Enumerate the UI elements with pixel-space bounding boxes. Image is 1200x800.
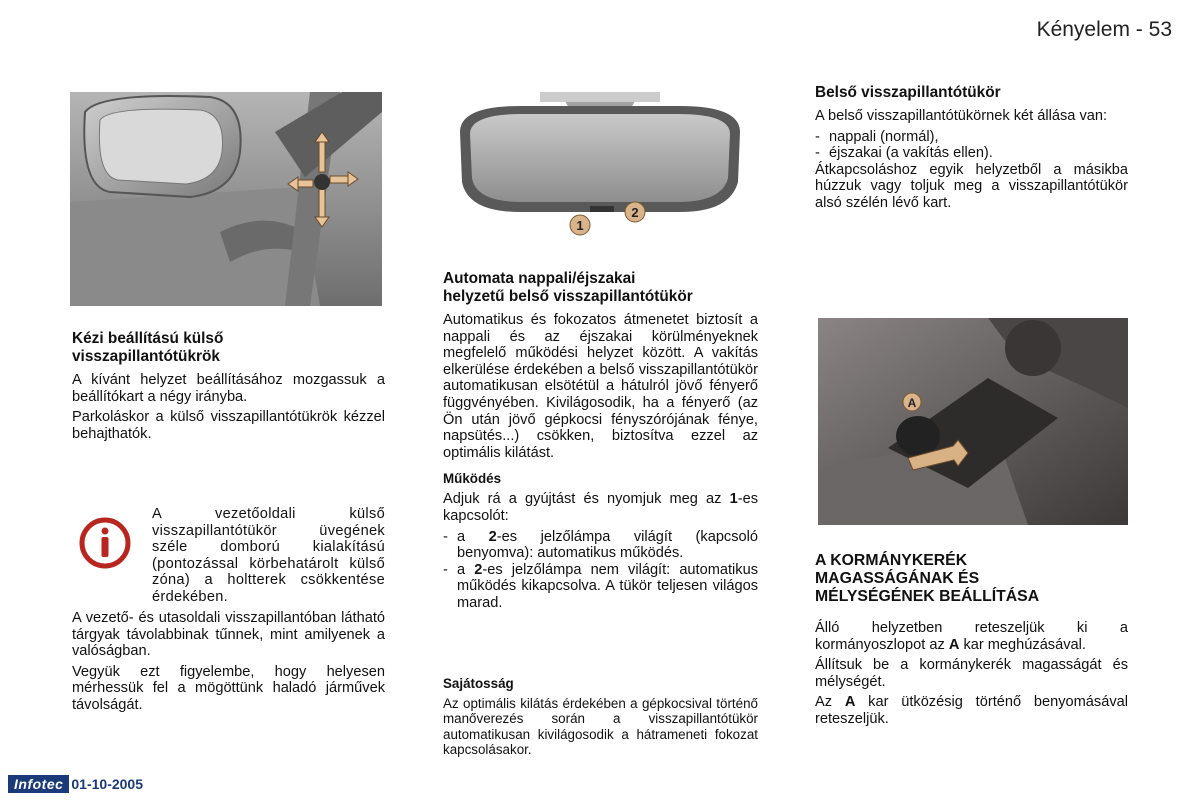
section-title-steering-wheel: A KORMÁNYKERÉK MAGASSÁGÁNAK ÉS MÉLYSÉGÉNEK BEÁLLÍTÁSA	[815, 552, 1040, 605]
paragraph: Vegyük ezt figyelembe, hogy helyesen mérhessük fel a mögöttünk haladó járművek távolságát.	[72, 663, 385, 713]
info-note	[72, 506, 385, 606]
footer	[8, 774, 143, 794]
list-item: - éjszakai (a vakítás ellen).	[815, 145, 1128, 162]
header-separator: -	[1135, 18, 1143, 41]
paragraph: Átkapcsoláshoz egyik helyzetből a másikba húzzuk vagy toljuk meg a visszapillantótükör alsó szélén lévő kart.	[815, 161, 1128, 211]
paragraph: Az optimális kilátás érdekében a gépkocsival történő manőverezés során a visszapillantótükör automatikusan kivilágosodik a hátrameneti fokozat kapcsolásakor.	[443, 696, 758, 758]
section-title-exterior-mirrors: Kézi beállítású külső visszapillantótükrök	[72, 330, 224, 365]
info-text: A vezetőoldali külső visszapillantótükör üvegének széle domború kialakítású (pontozással körbehatárolt külső zóna) a holtterek csökkentése érdekében.	[152, 506, 385, 605]
paragraph: Parkoláskor a külső visszapillantótükrök kézzel behajthatók.	[72, 409, 385, 442]
svg-text:1: 1	[576, 218, 584, 233]
info-icon	[78, 516, 132, 570]
column-1-lower	[72, 610, 385, 718]
column-3	[815, 84, 1128, 216]
paragraph: Állítsuk be a kormánykerék magasságát és mélységét.	[815, 657, 1128, 690]
steering-lever-illustration	[818, 318, 1128, 525]
list-item: - a 2-es jelzőlámpa nem világít: automatikus működés kikapcsolva. A tükör teljesen világos marad.	[443, 562, 758, 612]
paragraph: Az A kar ütközésig történő benyomásával reteszeljük.	[815, 694, 1128, 727]
paragraph: A belső visszapillantótükörnek két állása van:	[815, 108, 1108, 124]
switch-states-list	[443, 529, 758, 612]
paragraph: Adjuk rá a gyújtást és nyomjuk meg az 1-es kapcsolót:	[443, 491, 758, 524]
mirror-drawing	[70, 92, 382, 306]
infotec-logo: Infotec	[8, 775, 69, 793]
subheading-operation: Működés	[443, 471, 502, 487]
callout-a	[903, 393, 921, 411]
section-title-interior-mirror: Belső visszapillantótükör	[815, 84, 1001, 101]
paragraph: Automatikus és fokozatos átmenetet biztosít a nappali és az éjszakai körülményeknek megfelelő működési helyzet között. A vakítás elkerülése érdekében a belső visszapillantótükör automatikusan elsötétül a hátulról jövő fényerő függvényében. Kivilágosodik, ha a fényerő (az Ön után jövő gépkocsi fényszórójának fénye, napsütés...) csökken, biztosítva ezzel az optimális kilátást.	[443, 312, 758, 461]
paragraph: Álló helyzetben reteszeljük ki a kormányoszlopot az A kar meghúzásával.	[815, 620, 1128, 653]
callout-2	[625, 202, 645, 222]
mirror-positions-list	[815, 129, 1128, 162]
column-3-lower	[815, 552, 1128, 732]
column-1	[72, 330, 385, 446]
exterior-mirror-illustration	[70, 92, 382, 306]
list-item: - a 2-es jelzőlámpa világít (kapcsoló benyomva): automatikus működés.	[443, 529, 758, 562]
list-item: - nappali (normál),	[815, 129, 1128, 146]
page-number: 53	[1148, 18, 1172, 41]
rearview-mirror-illustration	[440, 92, 760, 240]
column-2-lower	[443, 676, 758, 762]
subheading-feature: Sajátosság	[443, 676, 514, 691]
paragraph: A vezető- és utasoldali visszapillantóban látható tárgyak távolabbinak tűnnek, mint amilyenek a valóságban.	[72, 610, 385, 660]
svg-text:A: A	[907, 396, 917, 410]
column-2	[443, 270, 758, 616]
edition-date: 01-10-2005	[71, 776, 144, 792]
section-title-auto-mirror: Automata nappali/éjszakai helyzetű belső visszapillantótükör	[443, 270, 693, 305]
svg-text:2: 2	[631, 205, 639, 220]
callout-1	[570, 215, 590, 235]
section-title: Kényelem	[1036, 18, 1130, 41]
page-header	[1037, 18, 1172, 42]
paragraph: A kívánt helyzet beállításához mozgassuk a beállítókart a négy irányba.	[72, 372, 385, 405]
